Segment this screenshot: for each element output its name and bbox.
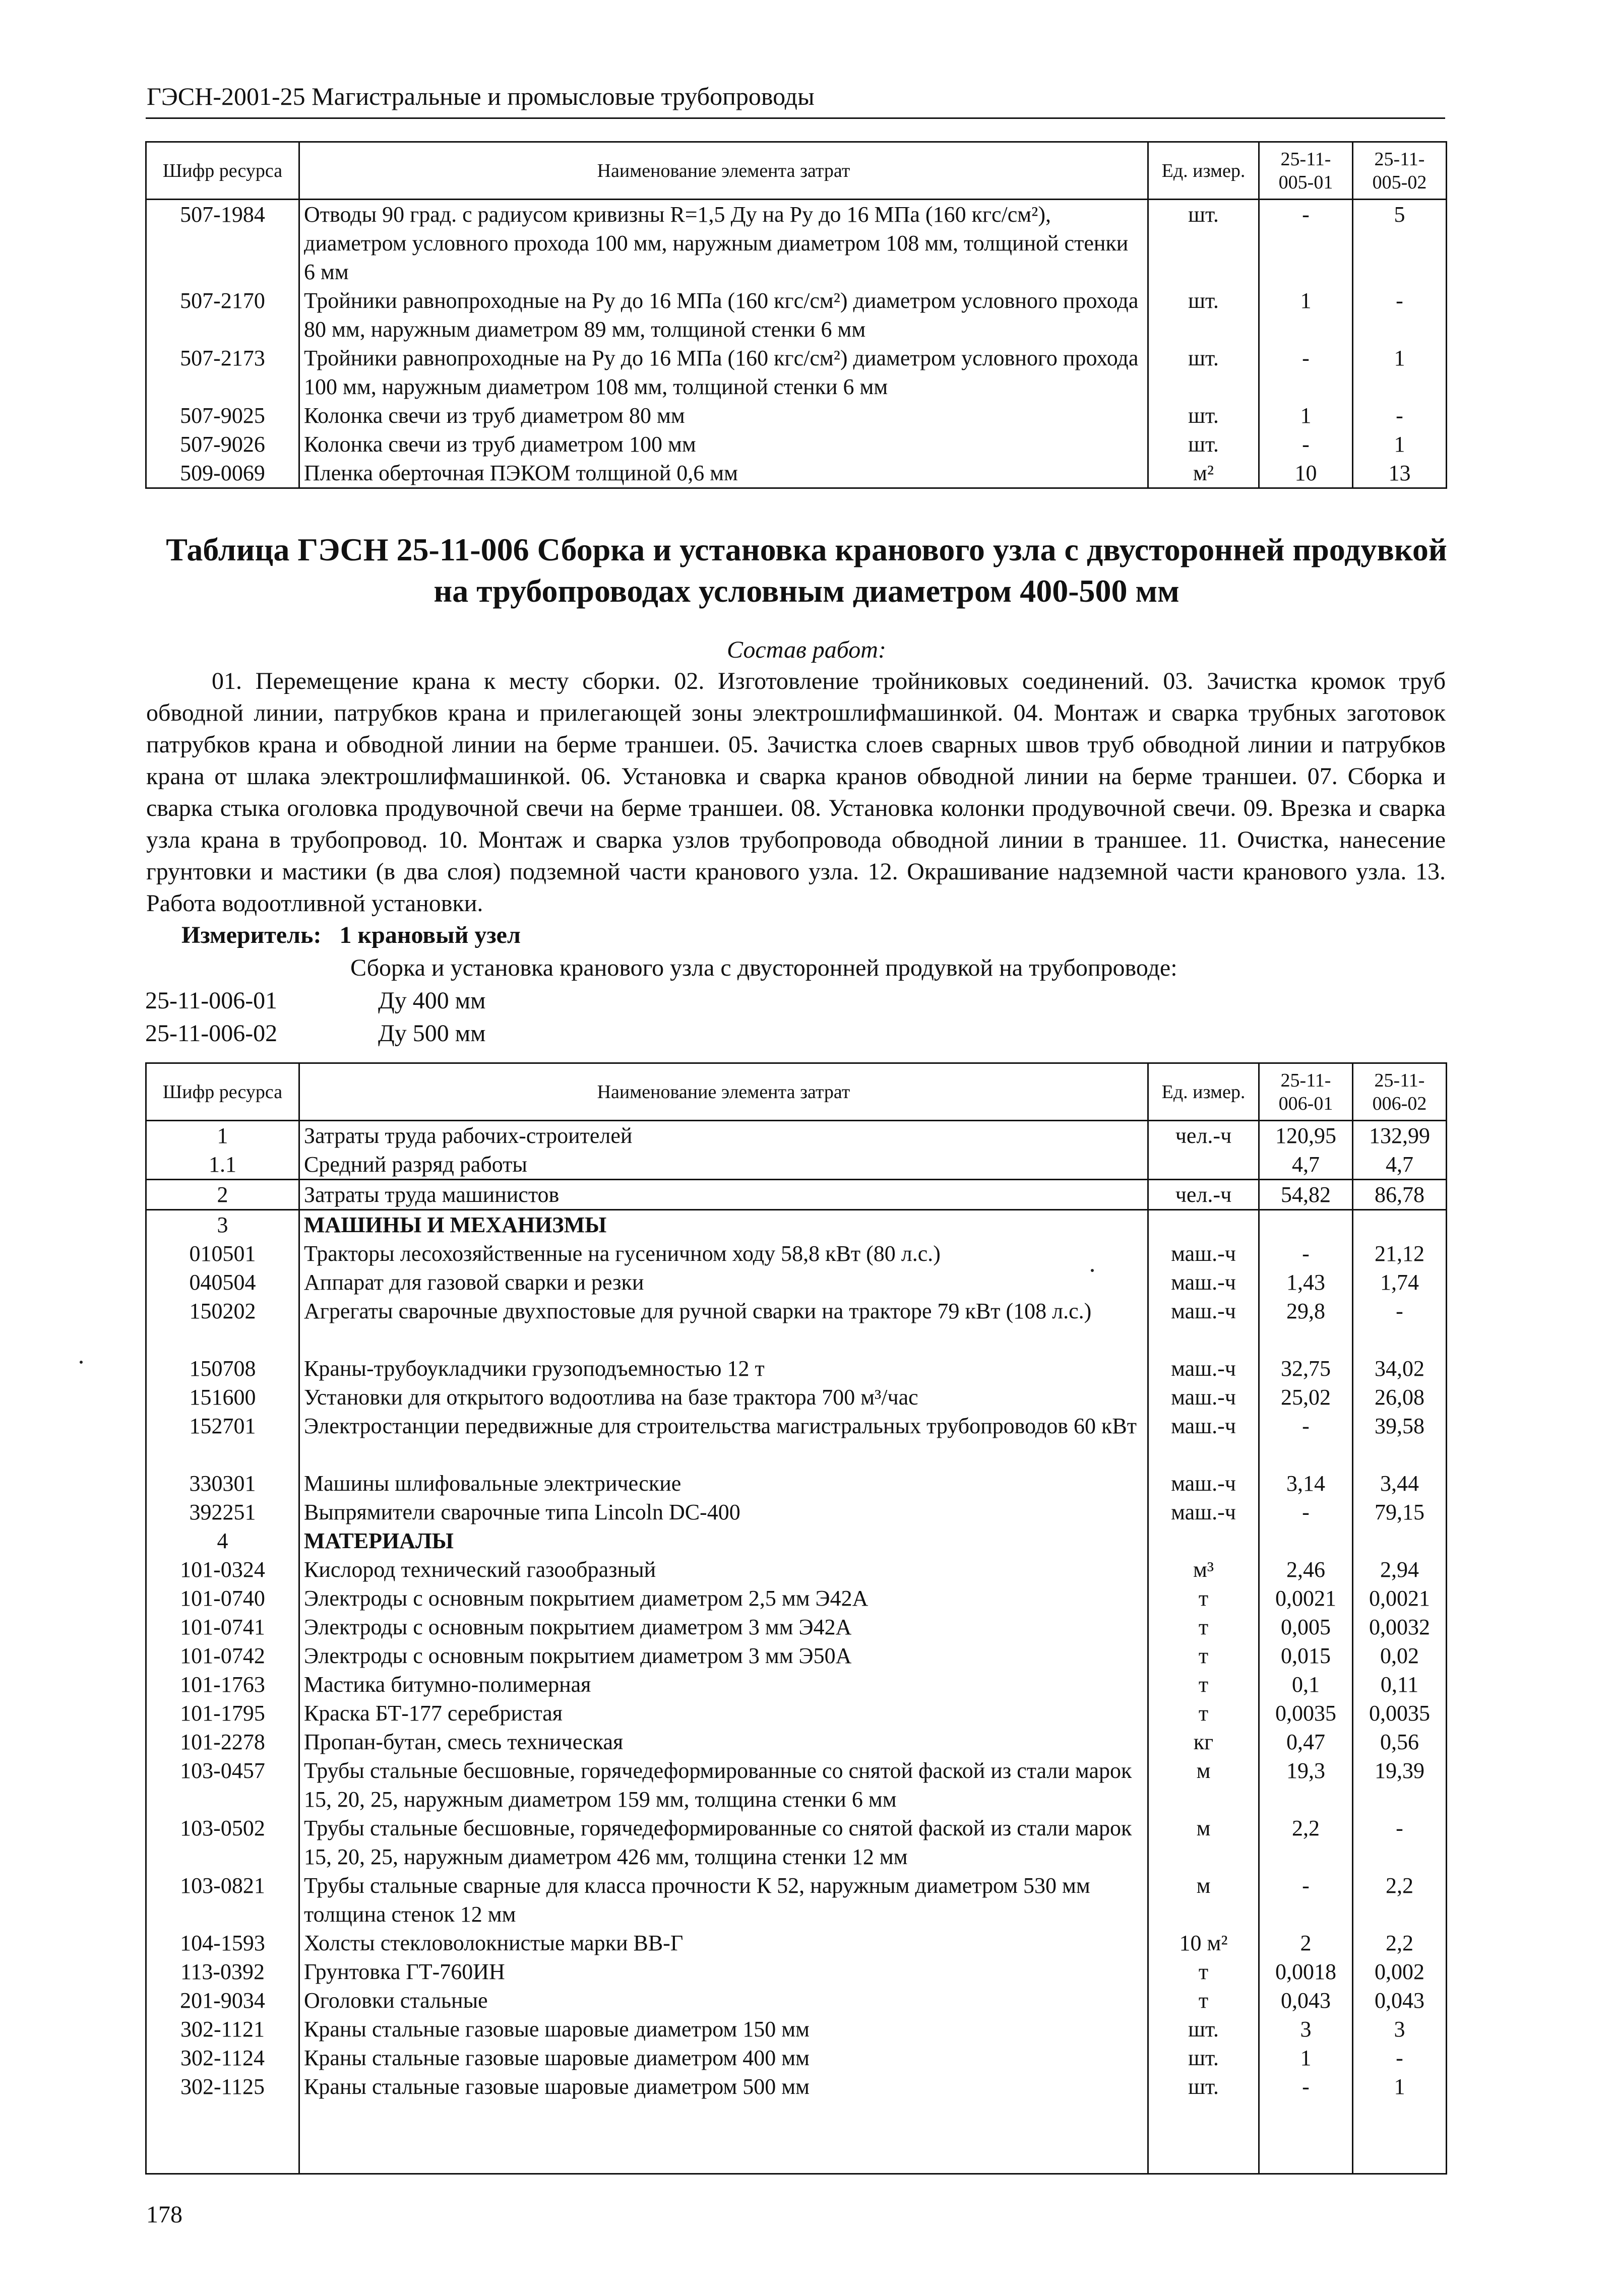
table-row bbox=[146, 1756, 1447, 1814]
resource-name-cell: Выпрямители сварочные типа Lincoln DC-400 bbox=[299, 1498, 1148, 1526]
resource-name-cell: МАШИНЫ И МЕХАНИЗМЫ bbox=[299, 1210, 1148, 1240]
resource-table-005 bbox=[145, 141, 1447, 489]
page-number: 178 bbox=[146, 2201, 182, 2228]
resource-code-cell: 507-9026 bbox=[146, 430, 299, 459]
empty-cell bbox=[1353, 2101, 1447, 2174]
variant-1-value-cell: 3 bbox=[1259, 2015, 1353, 2044]
resource-name-cell: Колонка свечи из труб диаметром 100 мм bbox=[299, 430, 1148, 459]
resource-name-cell: Краны стальные газовые шаровые диаметром 150 мм bbox=[299, 2015, 1148, 2044]
resource-name-cell: Трубы стальные сварные для класса прочности К 52, наружным диаметром 530 мм толщина стенок 12 мм bbox=[299, 1871, 1148, 1929]
variant-1-value-cell: 29,8 bbox=[1259, 1297, 1353, 1354]
table-row bbox=[146, 1641, 1447, 1670]
resource-name-cell: Отводы 90 град. с радиусом кривизны R=1,5 Ду на Ру до 16 МПа (160 кгс/см²), диаметром условного прохода 100 мм, наружным диаметром 108 мм, толщиной стенки 6 мм bbox=[299, 200, 1148, 287]
table-row bbox=[146, 1986, 1447, 2015]
resource-code-cell: 507-9025 bbox=[146, 401, 299, 430]
resource-name-cell: Электроды с основным покрытием диаметром 3 мм Э50А bbox=[299, 1641, 1148, 1670]
variant-2-value-cell: 21,12 bbox=[1353, 1239, 1447, 1268]
table-row bbox=[146, 286, 1447, 344]
variant-2-value-cell: 4,7 bbox=[1353, 1150, 1447, 1180]
unit-cell: маш.-ч bbox=[1148, 1268, 1259, 1297]
resource-name-cell: Машины шлифовальные электрические bbox=[299, 1469, 1148, 1498]
variant-2-value-cell: 13 bbox=[1353, 459, 1447, 487]
variant-2-value-cell: 0,002 bbox=[1353, 1957, 1447, 1986]
table-row bbox=[146, 1354, 1447, 1383]
unit-cell: шт. bbox=[1148, 2072, 1259, 2101]
resource-code-cell: 101-2278 bbox=[146, 1728, 299, 1756]
works-text bbox=[146, 665, 1446, 919]
table-row bbox=[146, 1297, 1447, 1354]
variant-1-value-cell: - bbox=[1259, 344, 1353, 401]
variant-2-value-cell: 2,2 bbox=[1353, 1871, 1447, 1929]
variant-1-value-cell: 19,3 bbox=[1259, 1756, 1353, 1814]
unit-cell: т bbox=[1148, 1986, 1259, 2015]
variant-2-value-cell: 2,94 bbox=[1353, 1555, 1447, 1584]
variant-2-value-cell: - bbox=[1353, 1297, 1447, 1354]
table-row bbox=[146, 1584, 1447, 1613]
variant-2-value-cell: 39,58 bbox=[1353, 1412, 1447, 1469]
resource-name-cell: Средний разряд работы bbox=[299, 1150, 1148, 1180]
variant-2-value-cell: 132,99 bbox=[1353, 1121, 1447, 1151]
col-header-variant-2: 25-11- 006-02 bbox=[1353, 1063, 1447, 1121]
variant-1-value-cell: 0,043 bbox=[1259, 1986, 1353, 2015]
variant-1-value-cell: - bbox=[1259, 2072, 1353, 2101]
empty-cell bbox=[1353, 487, 1447, 488]
empty-cell bbox=[1259, 487, 1353, 488]
table-row bbox=[146, 1268, 1447, 1297]
unit-cell: шт. bbox=[1148, 2044, 1259, 2072]
resource-table-006 bbox=[145, 1062, 1447, 2175]
variant-1-value-cell: 2,2 bbox=[1259, 1814, 1353, 1871]
table-filler-row bbox=[146, 487, 1447, 488]
resource-code-cell: 1.1 bbox=[146, 1150, 299, 1180]
resource-code-cell: 040504 bbox=[146, 1268, 299, 1297]
empty-cell bbox=[1148, 2101, 1259, 2174]
variant-1-value-cell: - bbox=[1259, 1412, 1353, 1469]
unit-cell: маш.-ч bbox=[1148, 1469, 1259, 1498]
table-row bbox=[146, 1180, 1447, 1210]
table-row bbox=[146, 1814, 1447, 1871]
variant-2-value-cell: 1 bbox=[1353, 430, 1447, 459]
resource-name-cell: Мастика битумно-полимерная bbox=[299, 1670, 1148, 1699]
variant-1-value-cell bbox=[1259, 1526, 1353, 1555]
resource-name-cell: Оголовки стальные bbox=[299, 1986, 1148, 2015]
resource-code-cell: 104-1593 bbox=[146, 1929, 299, 1957]
variant-2-value-cell: 0,043 bbox=[1353, 1986, 1447, 2015]
works-heading: Состав работ: bbox=[727, 636, 886, 663]
col-header-unit: Ед. измер. bbox=[1148, 142, 1259, 200]
unit-cell: т bbox=[1148, 1699, 1259, 1728]
resource-name-cell: Краны стальные газовые шаровые диаметром 500 мм bbox=[299, 2072, 1148, 2101]
resource-name-cell: Грунтовка ГТ-760ИН bbox=[299, 1957, 1148, 1986]
table-row bbox=[146, 1121, 1447, 1151]
variant-2-value-cell: 5 bbox=[1353, 200, 1447, 287]
table-row bbox=[146, 1957, 1447, 1986]
unit-cell: т bbox=[1148, 1641, 1259, 1670]
empty-cell bbox=[1259, 2101, 1353, 2174]
variant-name: Ду 500 мм bbox=[378, 1020, 486, 1047]
resource-name-cell: Трубы стальные бесшовные, горячедеформированные со снятой фаской из стали марок 15, 20, 25, наружным диаметром 159 мм, толщина стенки 6 мм bbox=[299, 1756, 1148, 1814]
variant-2-value-cell: 3 bbox=[1353, 2015, 1447, 2044]
variant-1-value-cell bbox=[1259, 1210, 1353, 1240]
variant-1-value-cell: 1 bbox=[1259, 286, 1353, 344]
empty-cell bbox=[299, 487, 1148, 488]
variant-1-value-cell: 1 bbox=[1259, 401, 1353, 430]
resource-name-cell: МАТЕРИАЛЫ bbox=[299, 1526, 1148, 1555]
variant-1-value-cell: - bbox=[1259, 1239, 1353, 1268]
table-title bbox=[0, 529, 1613, 612]
variant-2-value-cell: 2,2 bbox=[1353, 1929, 1447, 1957]
variant-1-value-cell: 0,0021 bbox=[1259, 1584, 1353, 1613]
resource-name-cell: Краска БТ-177 серебристая bbox=[299, 1699, 1148, 1728]
empty-cell bbox=[146, 2101, 299, 2174]
unit-cell: маш.-ч bbox=[1148, 1498, 1259, 1526]
resource-code-cell: 103-0457 bbox=[146, 1756, 299, 1814]
variant-1-value-cell: 32,75 bbox=[1259, 1354, 1353, 1383]
variant-code: 25-11-006-02 bbox=[145, 1020, 278, 1047]
resource-name-cell: Электроды с основным покрытием диаметром 3 мм Э42А bbox=[299, 1613, 1148, 1641]
variant-2-value-cell: - bbox=[1353, 2044, 1447, 2072]
table-row bbox=[146, 1613, 1447, 1641]
variant-1-value-cell: 4,7 bbox=[1259, 1150, 1353, 1180]
variant-2-value-cell bbox=[1353, 1526, 1447, 1555]
unit-cell bbox=[1148, 1210, 1259, 1240]
table-row bbox=[146, 1670, 1447, 1699]
resource-code-cell: 2 bbox=[146, 1180, 299, 1210]
table-row bbox=[146, 344, 1447, 401]
scan-speck bbox=[80, 1361, 83, 1364]
unit-cell: шт. bbox=[1148, 344, 1259, 401]
variant-1-value-cell: - bbox=[1259, 430, 1353, 459]
table-row bbox=[146, 1498, 1447, 1526]
unit-cell: м³ bbox=[1148, 1555, 1259, 1584]
variant-2-value-cell: 1 bbox=[1353, 2072, 1447, 2101]
resource-code-cell: 150708 bbox=[146, 1354, 299, 1383]
variant-1-value-cell: 2,46 bbox=[1259, 1555, 1353, 1584]
table-title-line-1: Таблица ГЭСН 25-11-006 Сборка и установка кранового узла с двусторонней продувкой bbox=[166, 532, 1447, 567]
resource-code-cell: 392251 bbox=[146, 1498, 299, 1526]
variant-2-value-cell: 0,56 bbox=[1353, 1728, 1447, 1756]
variant-2-value-cell: 0,02 bbox=[1353, 1641, 1447, 1670]
resource-code-cell: 330301 bbox=[146, 1469, 299, 1498]
resource-code-cell: 302-1121 bbox=[146, 2015, 299, 2044]
resource-name-cell: Установки для открытого водоотлива на базе трактора 700 м³/час bbox=[299, 1383, 1148, 1412]
variant-1-value-cell: 0,015 bbox=[1259, 1641, 1353, 1670]
resource-code-cell: 509-0069 bbox=[146, 459, 299, 487]
col-header-variant-1: 25-11- 006-01 bbox=[1259, 1063, 1353, 1121]
resource-name-cell: Краны-трубоукладчики грузоподъемностью 12 т bbox=[299, 1354, 1148, 1383]
variant-1-value-cell: - bbox=[1259, 1871, 1353, 1929]
resource-code-cell: 113-0392 bbox=[146, 1957, 299, 1986]
resource-name-cell: Затраты труда рабочих-строителей bbox=[299, 1121, 1148, 1151]
resource-code-cell: 010501 bbox=[146, 1239, 299, 1268]
resource-code-cell: 101-1763 bbox=[146, 1670, 299, 1699]
table-title-line-2: на трубопроводах условным диаметром 400-500 мм bbox=[433, 573, 1180, 609]
variant-2-value-cell: 19,39 bbox=[1353, 1756, 1447, 1814]
table-row bbox=[146, 1469, 1447, 1498]
col-header-variant-2: 25-11- 005-02 bbox=[1353, 142, 1447, 200]
unit-cell: т bbox=[1148, 1613, 1259, 1641]
resource-code-cell: 101-1795 bbox=[146, 1699, 299, 1728]
variant-1-value-cell: 3,14 bbox=[1259, 1469, 1353, 1498]
variant-1-value-cell: 0,47 bbox=[1259, 1728, 1353, 1756]
resource-code-cell: 152701 bbox=[146, 1412, 299, 1469]
unit-cell: шт. bbox=[1148, 200, 1259, 287]
resource-name-cell: Колонка свечи из труб диаметром 80 мм bbox=[299, 401, 1148, 430]
resource-code-cell: 302-1124 bbox=[146, 2044, 299, 2072]
col-header-variant-1: 25-11- 005-01 bbox=[1259, 142, 1353, 200]
table-row bbox=[146, 1383, 1447, 1412]
variant-1-value-cell: 2 bbox=[1259, 1929, 1353, 1957]
unit-cell: чел.-ч bbox=[1148, 1180, 1259, 1210]
unit-cell: т bbox=[1148, 1670, 1259, 1699]
unit-cell: м bbox=[1148, 1871, 1259, 1929]
table-row bbox=[146, 1555, 1447, 1584]
resource-code-cell: 101-0742 bbox=[146, 1641, 299, 1670]
table-row bbox=[146, 2072, 1447, 2101]
table-row bbox=[146, 1526, 1447, 1555]
variant-2-value-cell: - bbox=[1353, 401, 1447, 430]
unit-cell: т bbox=[1148, 1584, 1259, 1613]
resource-name-cell: Пленка оберточная ПЭКОМ толщиной 0,6 мм bbox=[299, 459, 1148, 487]
resource-name-cell: Пропан-бутан, смесь техническая bbox=[299, 1728, 1148, 1756]
resource-name-cell: Затраты труда машинистов bbox=[299, 1180, 1148, 1210]
unit-cell: маш.-ч bbox=[1148, 1239, 1259, 1268]
running-header: ГЭСН-2001-25 Магистральные и промысловые трубопроводы bbox=[147, 82, 815, 110]
resource-code-cell: 302-1125 bbox=[146, 2072, 299, 2101]
variant-2-value-cell bbox=[1353, 1210, 1447, 1240]
variant-code: 25-11-006-01 bbox=[145, 987, 278, 1014]
unit-cell bbox=[1148, 1526, 1259, 1555]
variant-1-value-cell: 120,95 bbox=[1259, 1121, 1353, 1151]
table-row bbox=[146, 2015, 1447, 2044]
resource-name-cell: Агрегаты сварочные двухпостовые для ручной сварки на тракторе 79 кВт (108 л.с.) bbox=[299, 1297, 1148, 1354]
table-filler-row bbox=[146, 2101, 1447, 2174]
unit-cell: шт. bbox=[1148, 430, 1259, 459]
resource-name-cell: Трубы стальные бесшовные, горячедеформированные со снятой фаской из стали марок 15, 20, 25, наружным диаметром 426 мм, толщина стенки 12 мм bbox=[299, 1814, 1148, 1871]
resource-name-cell: Холсты стекловолокнистые марки ВВ-Г bbox=[299, 1929, 1148, 1957]
unit-cell: маш.-ч bbox=[1148, 1297, 1259, 1354]
resource-code-cell: 507-2170 bbox=[146, 286, 299, 344]
unit-cell: маш.-ч bbox=[1148, 1354, 1259, 1383]
variant-2-value-cell: 34,02 bbox=[1353, 1354, 1447, 1383]
table-row bbox=[146, 1150, 1447, 1180]
variant-2-value-cell: - bbox=[1353, 286, 1447, 344]
unit-cell: 10 м² bbox=[1148, 1929, 1259, 1957]
resource-name-cell: Тройники равнопроходные на Ру до 16 МПа (160 кгс/см²) диаметром условного прохода 80 мм, наружным диаметром 89 мм, толщиной стенки 6 мм bbox=[299, 286, 1148, 344]
variant-2-value-cell: 79,15 bbox=[1353, 1498, 1447, 1526]
unit-cell: шт. bbox=[1148, 286, 1259, 344]
resource-code-cell: 507-1984 bbox=[146, 200, 299, 287]
table-row bbox=[146, 1412, 1447, 1469]
variant-2-value-cell: 0,0021 bbox=[1353, 1584, 1447, 1613]
variant-1-value-cell: 0,0018 bbox=[1259, 1957, 1353, 1986]
col-header-name: Наименование элемента затрат bbox=[299, 142, 1148, 200]
variant-1-value-cell: - bbox=[1259, 1498, 1353, 1526]
variant-2-value-cell: 0,0035 bbox=[1353, 1699, 1447, 1728]
resource-code-cell: 101-0741 bbox=[146, 1613, 299, 1641]
header-rule bbox=[146, 117, 1445, 119]
resource-code-cell: 150202 bbox=[146, 1297, 299, 1354]
table-row bbox=[146, 1210, 1447, 1240]
variant-1-value-cell: - bbox=[1259, 200, 1353, 287]
resource-code-cell: 3 bbox=[146, 1210, 299, 1240]
variant-2-value-cell: 1 bbox=[1353, 344, 1447, 401]
table-row bbox=[146, 1871, 1447, 1929]
variant-1-value-cell: 25,02 bbox=[1259, 1383, 1353, 1412]
variant-1-value-cell: 1,43 bbox=[1259, 1268, 1353, 1297]
resource-code-cell: 151600 bbox=[146, 1383, 299, 1412]
variant-2-value-cell: 3,44 bbox=[1353, 1469, 1447, 1498]
resource-name-cell: Аппарат для газовой сварки и резки bbox=[299, 1268, 1148, 1297]
col-header-code: Шифр ресурса bbox=[146, 1063, 299, 1121]
table-row bbox=[146, 1699, 1447, 1728]
variant-1-value-cell: 0,0035 bbox=[1259, 1699, 1353, 1728]
resource-code-cell: 103-0502 bbox=[146, 1814, 299, 1871]
empty-cell bbox=[1148, 487, 1259, 488]
table-row bbox=[146, 401, 1447, 430]
variant-1-value-cell: 10 bbox=[1259, 459, 1353, 487]
table-row bbox=[146, 2044, 1447, 2072]
unit-cell: м² bbox=[1148, 459, 1259, 487]
col-header-unit: Ед. измер. bbox=[1148, 1063, 1259, 1121]
unit-cell: м bbox=[1148, 1756, 1259, 1814]
unit-cell: т bbox=[1148, 1957, 1259, 1986]
variant-1-value-cell: 54,82 bbox=[1259, 1180, 1353, 1210]
variant-2-value-cell: 0,0032 bbox=[1353, 1613, 1447, 1641]
table-row bbox=[146, 430, 1447, 459]
unit-cell: м bbox=[1148, 1814, 1259, 1871]
variant-1-value-cell: 1 bbox=[1259, 2044, 1353, 2072]
variant-2-value-cell: - bbox=[1353, 1814, 1447, 1871]
resource-name-cell: Краны стальные газовые шаровые диаметром 400 мм bbox=[299, 2044, 1148, 2072]
table-row bbox=[146, 1239, 1447, 1268]
resource-name-cell: Кислород технический газообразный bbox=[299, 1555, 1148, 1584]
unit-cell bbox=[1148, 1150, 1259, 1180]
resource-code-cell: 1 bbox=[146, 1121, 299, 1151]
scan-speck bbox=[1091, 1269, 1094, 1272]
resource-name-cell: Тройники равнопроходные на Ру до 16 МПа (160 кгс/см²) диаметром условного прохода 100 мм, наружным диаметром 108 мм, толщиной стенки 6 мм bbox=[299, 344, 1148, 401]
resource-code-cell: 201-9034 bbox=[146, 1986, 299, 2015]
variant-2-value-cell: 86,78 bbox=[1353, 1180, 1447, 1210]
measure-unit: Измеритель: 1 крановый узел bbox=[181, 922, 521, 948]
unit-cell: кг bbox=[1148, 1728, 1259, 1756]
table-row bbox=[146, 1929, 1447, 1957]
empty-cell bbox=[146, 487, 299, 488]
variant-2-value-cell: 0,11 bbox=[1353, 1670, 1447, 1699]
table-row bbox=[146, 1728, 1447, 1756]
resource-name-cell: Электростанции передвижные для строительства магистральных трубопроводов 60 кВт bbox=[299, 1412, 1148, 1469]
works-text-body: 01. Перемещение крана к месту сборки. 02. Изготовление тройниковых соединений. 03. Зачистка кромок труб обводной линии, патрубков крана и прилегающей зоны электрошлифмашинкой. 04. Монтаж и сварка трубных заготовок патрубков крана и обводной линии на берме траншеи. 05. Зачистка слоев сварных швов труб обводной линии и патрубков крана от шлака электрошлифмашинкой. 06. Установка и сварка кранов обводной линии на берме траншеи. 07. Сборка и сварка стыка оголовка продувочной свечи на берме траншеи. 08. Установка колонки продувочной свечи. 09. Врезка и сварка узла крана в трубопровод. 10. Монтаж и сварка узлов трубопровода обводной линии в траншее. 11. Очистка, нанесение грунтовки и мастики (в два слоя) подземной части кранового узла. 12. Окрашивание надземной части кранового узла. 13. Работа водоотливной установки. bbox=[146, 668, 1446, 917]
measure-description: Сборка и установка кранового узла с двусторонней продувкой на трубопроводе: bbox=[350, 954, 1177, 981]
variant-1-value-cell: 0,1 bbox=[1259, 1670, 1353, 1699]
variant-name: Ду 400 мм bbox=[378, 987, 486, 1014]
resource-name-cell: Тракторы лесохозяйственные на гусеничном ходу 58,8 кВт (80 л.с.) bbox=[299, 1239, 1148, 1268]
empty-cell bbox=[299, 2101, 1148, 2174]
unit-cell: чел.-ч bbox=[1148, 1121, 1259, 1151]
resource-code-cell: 101-0740 bbox=[146, 1584, 299, 1613]
resource-name-cell: Электроды с основным покрытием диаметром 2,5 мм Э42А bbox=[299, 1584, 1148, 1613]
resource-code-cell: 507-2173 bbox=[146, 344, 299, 401]
resource-code-cell: 4 bbox=[146, 1526, 299, 1555]
resource-code-cell: 103-0821 bbox=[146, 1871, 299, 1929]
resource-code-cell: 101-0324 bbox=[146, 1555, 299, 1584]
col-header-name: Наименование элемента затрат bbox=[299, 1063, 1148, 1121]
unit-cell: шт. bbox=[1148, 401, 1259, 430]
unit-cell: шт. bbox=[1148, 2015, 1259, 2044]
table-row bbox=[146, 200, 1447, 287]
variant-1-value-cell: 0,005 bbox=[1259, 1613, 1353, 1641]
variant-2-value-cell: 1,74 bbox=[1353, 1268, 1447, 1297]
col-header-code: Шифр ресурса bbox=[146, 142, 299, 200]
unit-cell: маш.-ч bbox=[1148, 1412, 1259, 1469]
table-row bbox=[146, 459, 1447, 487]
variant-2-value-cell: 26,08 bbox=[1353, 1383, 1447, 1412]
unit-cell: маш.-ч bbox=[1148, 1383, 1259, 1412]
